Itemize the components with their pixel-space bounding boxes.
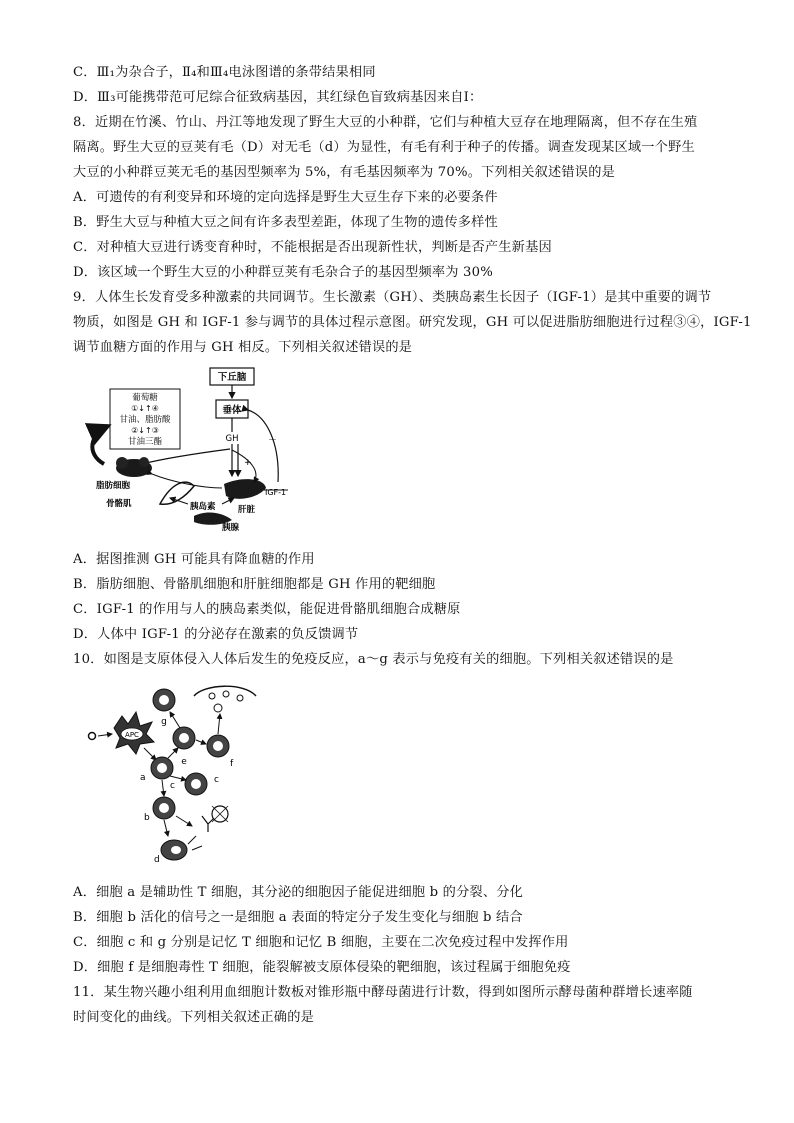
fig9-igf1-label: IGF-1 — [265, 488, 287, 497]
fig10-label-b: b — [144, 813, 150, 823]
question-9-stem: 9．人体生长发育受多种激素的共同调节。生长激素（GH）、类胰岛素生长因子（IGF-1）是其中重要的调节 — [73, 290, 712, 305]
question-8-stem: 8．近期在竹溪、竹山、丹江等地发现了野生大豆的小种群，它们与种植大豆存在地理隔离，但不存在生殖 — [73, 115, 698, 130]
question-10-stem: 10．如图是支原体侵入人体后发生的免疫反应，a～g 表示与免疫有关的细胞。下列相关叙述错误的是 — [73, 652, 674, 667]
option-c-q9: C．IGF-1 的作用与人的胰岛素类似，能促进骨骼肌细胞合成糖原 — [73, 602, 461, 617]
fig9-pancreas-label: 胰腺 — [222, 523, 240, 533]
fig9-hypothalamus-label: 下丘脑 — [217, 372, 247, 383]
option-b-q8: B．野生大豆与种植大豆之间有许多表型差距，体现了生物的遗传多样性 — [73, 215, 498, 230]
fig9-glucose-label: 葡萄糖 — [132, 393, 158, 403]
question-9-stem-2: 物质，如图是 GH 和 IGF-1 参与调节的具体过程示意图。研究发现，GH 可以促进脂肪细胞进行过程③④，IGF-1 — [73, 315, 752, 330]
fig9-gh-label: GH — [225, 434, 239, 444]
option-c-q10: C．细胞 c 和 g 分别是记忆 T 细胞和记忆 B 细胞，主要在二次免疫过程中发挥作用 — [73, 935, 569, 950]
question-8-stem-3: 大豆的小种群豆荚无毛的基因型频率为 5%，有毛基因频率为 70%。下列相关叙述错误的是 — [73, 165, 615, 180]
question-11-stem: 11．某生物兴趣小组利用血细胞计数板对锥形瓶中酵母菌进行计数，得到如图所示酵母菌种群增长速率随 — [73, 985, 693, 1000]
fig9-muscle-label: 骨骼肌 — [106, 499, 132, 509]
fig10-label-c-right: c — [214, 775, 219, 785]
option-b-q9: B．脂肪细胞、骨骼肌细胞和肝脏细胞都是 GH 作用的靶细胞 — [73, 577, 436, 592]
option-a-q10: A．细胞 a 是辅助性 T 细胞，其分泌的细胞因子能促进细胞 b 的分裂、分化 — [73, 885, 524, 900]
option-a-q8: A．可遗传的有利变异和环境的定向选择是野生大豆生存下来的必要条件 — [73, 190, 498, 205]
option-c-q7: C．Ⅲ₁为杂合子，Ⅱ₄和Ⅲ₄电泳图谱的条带结果相同 — [73, 65, 376, 80]
fig10-label-d: d — [154, 855, 160, 865]
question-8-stem-2: 隔离。野生大豆的豆荚有毛（D）对无毛（d）为显性，有毛有利于种子的传播。调查发现某区域一个野生 — [73, 140, 695, 155]
question-11-stem-2: 时间变化的曲线。下列相关叙述正确的是 — [73, 1010, 314, 1025]
option-d-q8: D．该区域一个野生大豆的小种群豆荚有毛杂合子的基因型频率为 30% — [73, 265, 493, 280]
fig9-minus-sign: － — [268, 436, 278, 446]
fig9-plus-sign: + — [244, 458, 252, 468]
option-b-q10: B．细胞 b 活化的信号之一是细胞 a 表面的特定分子发生变化与细胞 b 结合 — [73, 910, 523, 925]
option-d-q9: D．人体中 IGF-1 的分泌存在激素的负反馈调节 — [73, 627, 359, 642]
fig9-insulin-label: 胰岛素 — [190, 502, 216, 512]
option-c-q8: C．对种植大豆进行诱变育种时，不能根据是否出现新性状，判断是否产生新基因 — [73, 240, 552, 255]
option-d-q10: D．细胞 f 是细胞毒性 T 细胞，能裂解被支原体侵染的靶细胞，该过程属于细胞免疫 — [73, 960, 571, 975]
question-9-stem-3: 调节血糖方面的作用与 GH 相反。下列相关叙述错误的是 — [73, 340, 413, 355]
fig10-apc-label: APC — [125, 731, 139, 739]
figure-q9-hormone-diagram — [82, 364, 312, 536]
fig9-step14-label: ①↓↑④ — [131, 404, 159, 413]
fig9-step23-label: ②↓↑③ — [131, 426, 159, 435]
fig9-glycerol-label: 甘油、脂肪酸 — [119, 415, 171, 425]
option-a-q9: A．据图推测 GH 可能具有降血糖的作用 — [73, 552, 315, 567]
fig9-pituitary-label: 垂体 — [222, 405, 242, 416]
fig10-label-c-left: c — [170, 781, 175, 791]
fig9-triglyceride-label: 甘油三酯 — [127, 437, 163, 447]
fig9-liver-label: 肝脏 — [238, 505, 256, 515]
fig10-label-a: a — [140, 773, 146, 783]
fig10-label-e: e — [181, 757, 187, 767]
fig9-adipocyte-label: 脂肪细胞 — [96, 481, 131, 491]
fig10-label-f: f — [230, 759, 234, 769]
figure-q10-immune-diagram — [84, 676, 264, 866]
option-d-q7: D．Ⅲ₃可能携带范可尼综合征致病基因，其红绿色盲致病基因来自Ⅰ： — [73, 90, 483, 105]
fig10-label-g: g — [161, 717, 167, 727]
